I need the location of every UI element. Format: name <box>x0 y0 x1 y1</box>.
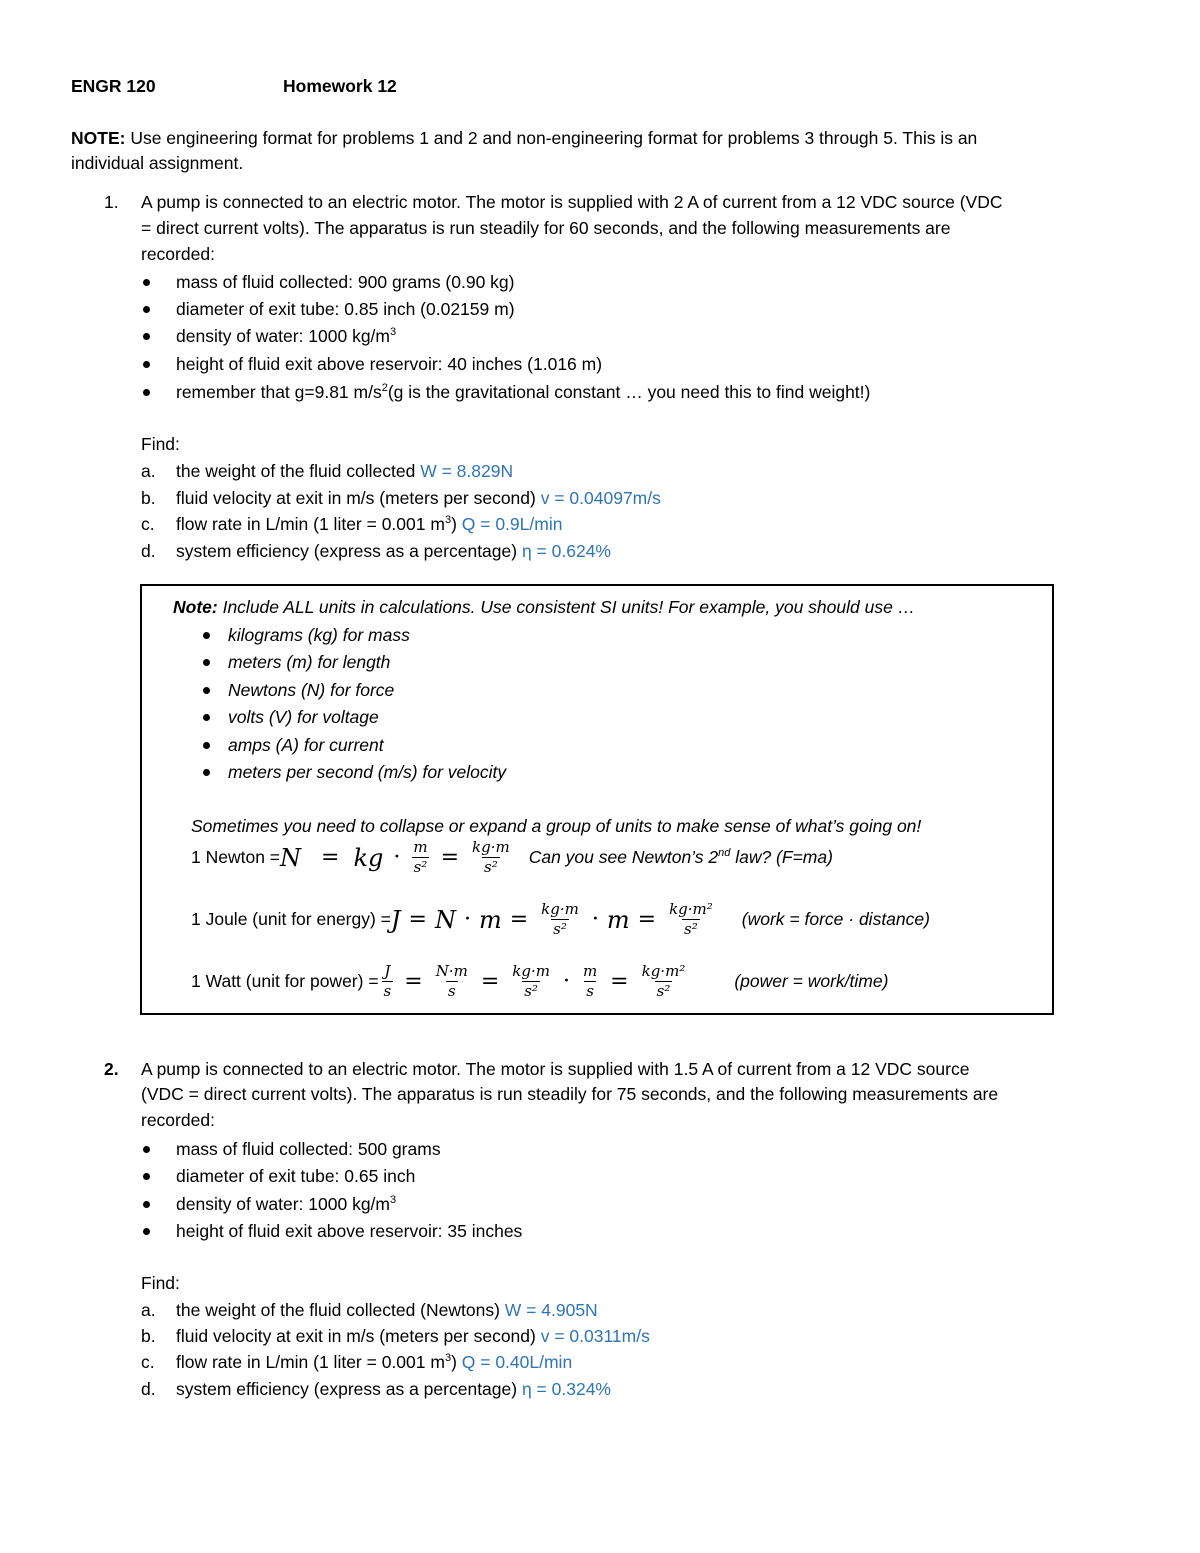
box-bullet-v: volts (V) for voltage <box>228 707 379 727</box>
p2-answer-b: v = 0.0311m/s <box>540 1326 650 1346</box>
box-bullet-n: Newtons (N) for force <box>228 680 395 700</box>
p1-item-a-letter: a. <box>141 461 156 481</box>
p2-answer-d: η = 0.324% <box>521 1379 611 1399</box>
watt-equation: 1 Watt (unit for power) = $\frac{J}{s}$ = $\frac{N\cdot m}{s}$ = $\frac{kg\cdot m}{\text{s²}}$ · $\frac{m}{s}$ = $\frac{\text{kg·m²}}{\text{s²}}$ (power = work/time) <box>191 962 889 1000</box>
bullet-icon <box>143 333 150 340</box>
problem-1-number: 1. <box>104 192 119 212</box>
box-collapse-text: Sometimes you need to collapse or expand a group of units to make sense of what’s going on! <box>191 816 922 836</box>
p2-item-c: flow rate in L/min (1 liter = 0.001 $m^3$) Q = 0.40L/min <box>176 1352 573 1372</box>
p1-item-d-letter: d. <box>141 541 156 561</box>
p1-bullet-density: density of water: 1000 $kg/m^3$ <box>176 326 397 346</box>
p2-bullet-mass: mass of fluid collected: 500 grams <box>176 1139 441 1159</box>
bullet-icon <box>203 769 210 776</box>
p1-bullet-diameter: diameter of exit tube: 0.85 inch (0.02159 m) <box>176 299 515 319</box>
p2-item-a: the weight of the fluid collected (Newtons) W = 4.905N <box>176 1300 598 1320</box>
box-bullet-kg: kilograms (kg) for mass <box>228 625 410 645</box>
box-bullet-ms: meters per second (m/s) for velocity <box>228 762 507 782</box>
box-bullet-m: meters (m) for length <box>228 652 391 672</box>
p2-bullet-density: density of water: 1000 $kg/m^3$ <box>176 1194 397 1214</box>
p1-answer-a: W = 8.829N <box>420 461 514 481</box>
problem-2-text-2: (VDC = direct current volts). The apparatus is run steadily for 75 seconds, and the following measurements are <box>141 1084 999 1104</box>
p1-item-d: system efficiency (express as a percentage) η = 0.624% <box>176 541 611 561</box>
p2-item-b: fluid velocity at exit in m/s (meters per second) v = 0.0311m/s <box>176 1326 650 1346</box>
p2-answer-c: Q = 0.40L/min <box>461 1352 573 1372</box>
problem-2-number: 2. <box>104 1059 119 1079</box>
bullet-icon <box>143 361 150 368</box>
bullet-icon <box>203 632 210 639</box>
bullet-icon <box>143 1146 150 1153</box>
bullet-icon <box>203 714 210 721</box>
p1-answer-d: η = 0.624% <box>521 541 611 561</box>
assignment-title: Homework 12 <box>283 76 397 96</box>
p2-answer-a: W = 4.905N <box>504 1300 598 1320</box>
p1-bullet-gravity: remember that g=9.81 $m/s^2(g$ is the gravitational constant … you need this to find weight!) <box>176 382 871 402</box>
problem-1-text-1: A pump is connected to an electric motor. The motor is supplied with 2 A of current from a 12 VDC source (VDC <box>141 192 1003 212</box>
course-code: ENGR 120 <box>71 76 156 96</box>
bullet-icon <box>143 306 150 313</box>
bullet-icon <box>203 659 210 666</box>
p1-item-c: flow rate in L/min (1 liter = 0.001 $m^3$) Q = 0.9L/min <box>176 514 563 534</box>
note-line-1: NOTE: Use engineering format for problems 1 and 2 and non-engineering format for problems 3 through 5. This is an <box>71 128 978 148</box>
p1-bullet-mass: mass of fluid collected: 900 grams (0.90 kg) <box>176 272 515 292</box>
problem-1-text-3: recorded: <box>141 244 215 264</box>
p1-item-b-letter: b. <box>141 488 156 508</box>
newton-equation: 1 Newton = N = kg · $\frac{m}{\text{s²}}$ = $\frac{kg\cdot m}{\text{s²}}$ Can you see Newton’s 2nd law? (F=ma) <box>191 838 833 876</box>
p1-item-c-letter: c. <box>141 514 155 534</box>
problem-2-text-1: A pump is connected to an electric motor. The motor is supplied with 1.5 A of current from a 12 VDC source <box>141 1059 970 1079</box>
bullet-icon <box>143 1201 150 1208</box>
p1-item-a: the weight of the fluid collected W = 8.829N <box>176 461 514 481</box>
bullet-icon <box>143 389 150 396</box>
p1-item-b: fluid velocity at exit in m/s (meters per second) v = 0.04097m/s <box>176 488 661 508</box>
bullet-icon <box>203 742 210 749</box>
joule-equation: 1 Joule (unit for energy) = J = N · m = $\frac{kg\cdot m}{\text{s²}}$ · m = $\frac{\text{kg·m²}}{\text{s²}}$ (work = force · distance) <box>191 900 930 938</box>
bullet-icon <box>143 279 150 286</box>
p2-item-c-letter: c. <box>141 1352 155 1372</box>
box-intro: Note: Include ALL units in calculations. Use consistent SI units! For example, you should use … <box>173 597 916 617</box>
p2-item-b-letter: b. <box>141 1326 156 1346</box>
p2-bullet-diameter: diameter of exit tube: 0.65 inch <box>176 1166 416 1186</box>
p2-item-d-letter: d. <box>141 1379 156 1399</box>
box-bullet-a: amps (A) for current <box>228 735 384 755</box>
units-note-box <box>140 584 1054 1015</box>
p1-answer-c: Q = 0.9L/min <box>461 514 563 534</box>
bullet-icon <box>143 1173 150 1180</box>
bullet-icon <box>203 687 210 694</box>
p1-answer-b: v = 0.04097m/s <box>540 488 661 508</box>
problem-1-text-2: = direct current volts). The apparatus is run steadily for 60 seconds, and the following measurements are <box>141 218 951 238</box>
p1-find-label: Find: <box>141 434 180 454</box>
note-line-2: individual assignment. <box>71 153 244 173</box>
bullet-icon <box>143 1228 150 1235</box>
p2-item-d: system efficiency (express as a percentage) η = 0.324% <box>176 1379 611 1399</box>
p2-bullet-height: height of fluid exit above reservoir: 35 inches <box>176 1221 523 1241</box>
problem-2-text-3: recorded: <box>141 1110 215 1130</box>
p2-item-a-letter: a. <box>141 1300 156 1320</box>
p1-bullet-height: height of fluid exit above reservoir: 40 inches (1.016 m) <box>176 354 603 374</box>
p2-find-label: Find: <box>141 1273 180 1293</box>
